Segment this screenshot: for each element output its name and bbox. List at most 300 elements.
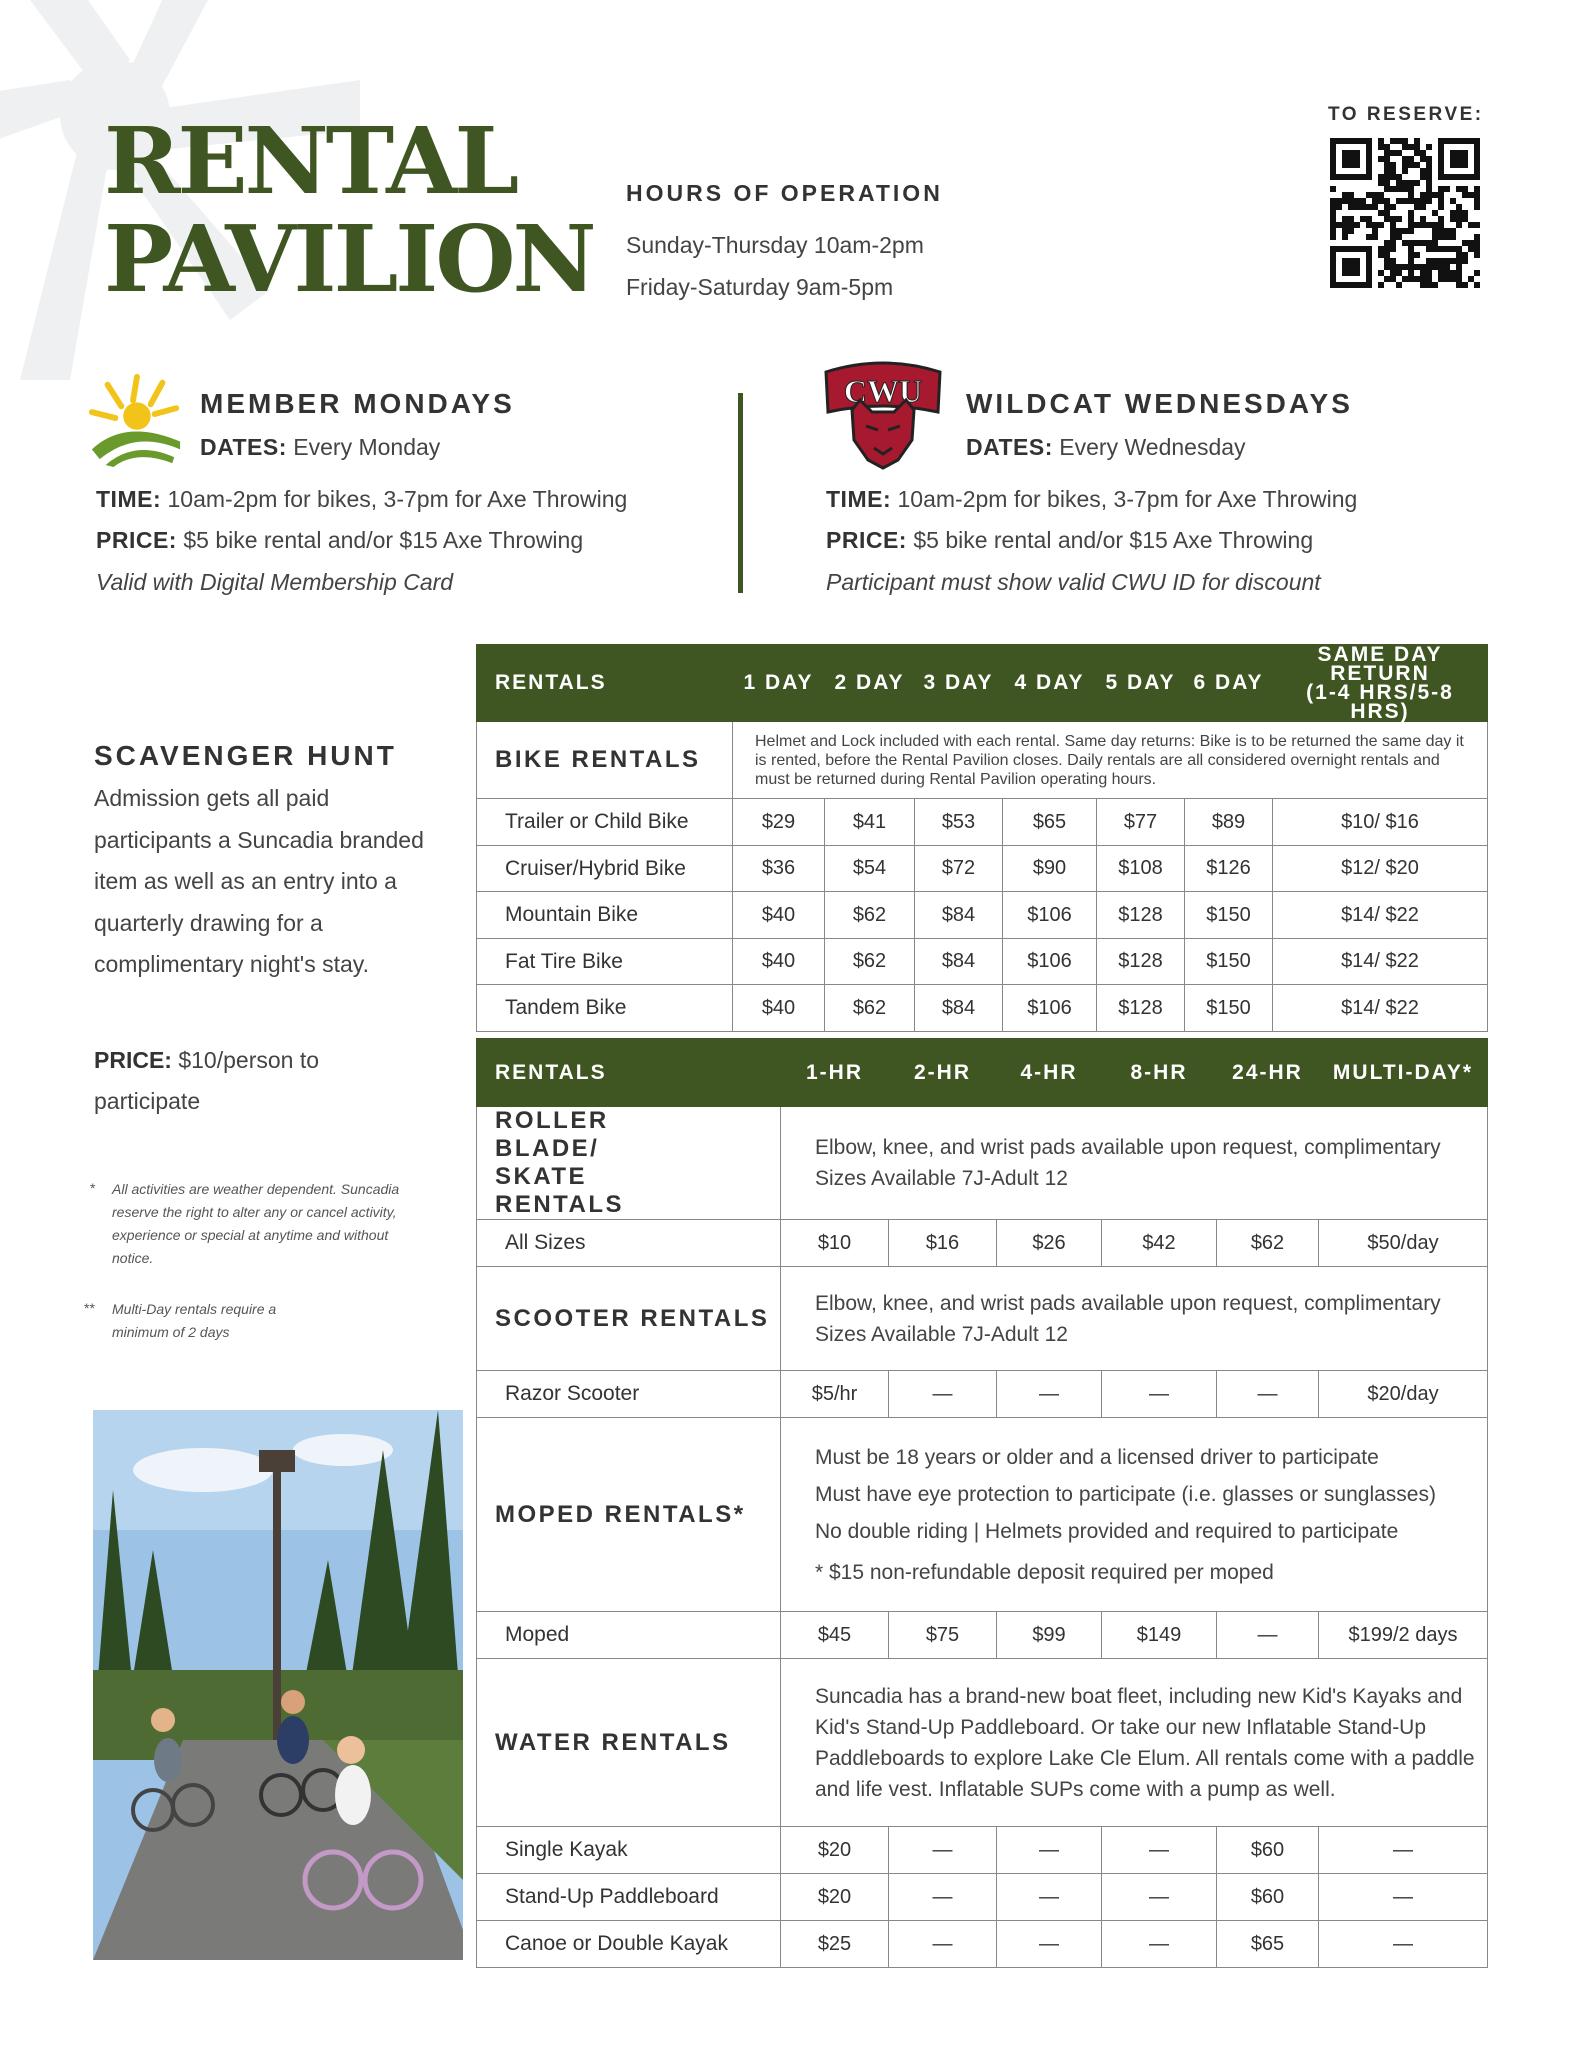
qr-module — [1426, 222, 1432, 228]
qr-module — [1426, 162, 1432, 168]
qr-module — [1444, 246, 1450, 252]
qr-module — [1330, 228, 1336, 234]
price-cell: $199/2 days — [1319, 1612, 1488, 1659]
qr-module — [1330, 234, 1336, 240]
qr-module — [1330, 204, 1336, 210]
qr-module — [1438, 276, 1444, 282]
price-cell: $150 — [1185, 985, 1273, 1032]
qr-module — [1450, 258, 1456, 264]
qr-module — [1330, 186, 1336, 192]
qr-module — [1372, 204, 1378, 210]
qr-module — [1336, 198, 1342, 204]
price-cell: $72 — [915, 846, 1003, 892]
hourly-header-8-hr: 8-HR — [1102, 1039, 1217, 1107]
rental-item-name: Stand-Up Paddleboard — [477, 1874, 781, 1921]
cwu-wildcat-logo-icon — [822, 360, 944, 472]
price-cell: $14/ $22 — [1273, 985, 1488, 1032]
rental-item-name: Razor Scooter — [477, 1371, 781, 1418]
price-cell: $77 — [1097, 799, 1185, 846]
qr-module — [1426, 168, 1432, 174]
qr-module — [1402, 162, 1408, 168]
qr-module — [1378, 180, 1384, 186]
qr-module — [1432, 240, 1438, 246]
price-cell: $150 — [1185, 892, 1273, 939]
desc-line: Sizes Available 7J-Adult 12 — [815, 1167, 1068, 1190]
qr-module — [1456, 252, 1462, 258]
price-cell: $5/hr — [781, 1371, 889, 1418]
bike-header-4-day: 4 DAY — [1003, 645, 1097, 722]
water-section-row — [477, 1659, 1488, 1827]
qr-module — [1468, 222, 1474, 228]
qr-module — [1414, 198, 1420, 204]
desc-line: Elbow, knee, and wrist pads available upon request, complimentary — [815, 1136, 1441, 1159]
qr-module — [1426, 156, 1432, 162]
ww-price-value: $5 bike rental and/or $15 Axe Throwing — [913, 527, 1314, 553]
qr-module — [1396, 186, 1402, 192]
qr-module — [1390, 150, 1396, 156]
qr-module — [1432, 192, 1438, 198]
qr-module — [1438, 258, 1444, 264]
bike-header-3-day: 3 DAY — [915, 645, 1003, 722]
desc-line: Must have eye protection to participate (i.e. glasses or sunglasses) — [815, 1482, 1436, 1506]
qr-module — [1396, 174, 1402, 180]
qr-module — [1384, 246, 1390, 252]
qr-module — [1360, 216, 1366, 222]
qr-module — [1408, 144, 1414, 150]
price-cell: $128 — [1097, 939, 1185, 985]
price-cell: — — [997, 1827, 1102, 1874]
qr-module — [1390, 246, 1396, 252]
qr-module — [1366, 216, 1372, 222]
hourly-header-4-hr: 4-HR — [997, 1039, 1102, 1107]
qr-module — [1468, 276, 1474, 282]
qr-module — [1354, 204, 1360, 210]
qr-module — [1378, 174, 1384, 180]
qr-module — [1426, 198, 1432, 204]
skate-section-title: ROLLER BLADE/ SKATE RENTALS — [477, 1107, 781, 1220]
qr-module — [1366, 192, 1372, 198]
price-cell: $10 — [781, 1220, 889, 1267]
qr-module — [1378, 198, 1384, 204]
price-cell: $41 — [825, 799, 915, 846]
qr-module — [1450, 216, 1456, 222]
desc-line: Must be 18 years or older and a licensed driver to participate — [815, 1445, 1379, 1469]
hourly-header-24-hr: 24-HR — [1217, 1039, 1319, 1107]
price-cell: — — [889, 1371, 997, 1418]
scavenger-price-value: $10/person to participate — [94, 1047, 320, 1114]
qr-module — [1414, 276, 1420, 282]
qr-module — [1408, 180, 1414, 186]
desc-line: Elbow, knee, and wrist pads available upon request, complimentary — [815, 1291, 1441, 1315]
qr-module — [1408, 198, 1414, 204]
hourly-rentals-table — [476, 1038, 1488, 1968]
bike-rentals-table — [476, 644, 1488, 1032]
qr-module — [1450, 234, 1456, 240]
qr-module — [1456, 276, 1462, 282]
qr-module — [1372, 234, 1378, 240]
hours-line-2: Friday-Saturday 9am-5pm — [626, 274, 894, 300]
qr-module — [1474, 234, 1480, 240]
title-line-2: PAVILION — [104, 205, 594, 313]
reserve-label: TO RESERVE: — [1328, 104, 1484, 125]
price-cell: $106 — [1003, 939, 1097, 985]
qr-module — [1456, 186, 1462, 192]
qr-module — [1396, 198, 1402, 204]
bike-header-6-day: 6 DAY — [1185, 645, 1273, 722]
qr-module — [1438, 204, 1444, 210]
price-cell: $128 — [1097, 892, 1185, 939]
qr-module — [1390, 222, 1396, 228]
qr-module — [1414, 162, 1420, 168]
qr-module — [1426, 270, 1432, 276]
qr-module — [1408, 192, 1414, 198]
qr-module — [1378, 156, 1384, 162]
ww-time-value: 10am-2pm for bikes, 3-7pm for Axe Throwing — [897, 486, 1358, 512]
skate-section-row — [477, 1107, 1488, 1220]
qr-module — [1432, 264, 1438, 270]
price-cell: $149 — [1102, 1612, 1217, 1659]
qr-module — [1426, 264, 1432, 270]
qr-module — [1378, 252, 1384, 258]
qr-module — [1408, 240, 1414, 246]
qr-module — [1420, 216, 1426, 222]
qr-module — [1390, 258, 1396, 264]
desc-line: No double riding | Helmets provided and required to participate — [815, 1519, 1399, 1543]
price-cell: $40 — [733, 892, 825, 939]
qr-code[interactable] — [1330, 138, 1480, 288]
price-cell: — — [1217, 1612, 1319, 1659]
price-cell: $62 — [825, 985, 915, 1032]
price-cell: $16 — [889, 1220, 997, 1267]
qr-module — [1420, 198, 1426, 204]
water-section-description: Suncadia has a brand-new boat fleet, including new Kid's Kayaks and Kid's Stand-Up Paddleboard. Or take our new Inflatable Stand-Up Paddleboards to explore Lake Cle Elum. All rentals come with a paddle and life vest. Inflatable SUPs come with a pump as well. — [781, 1659, 1488, 1827]
qr-module — [1390, 216, 1396, 222]
qr-module — [1378, 138, 1384, 144]
table-row — [477, 799, 1488, 846]
qr-module — [1432, 246, 1438, 252]
price-cell: — — [1102, 1874, 1217, 1921]
same-day-line-1: SAME DAY RETURN — [1317, 643, 1443, 685]
bike-header-same-day — [1273, 645, 1488, 722]
qr-module — [1432, 282, 1438, 288]
qr-module — [1402, 276, 1408, 282]
price-cell: $126 — [1185, 846, 1273, 892]
qr-module — [1396, 270, 1402, 276]
note-1: All activities are weather dependent. Suncadia reserve the right to alter any or cancel activity, experience or special at anytime and without notice. — [112, 1181, 400, 1266]
qr-module — [1426, 192, 1432, 198]
qr-module — [1408, 162, 1414, 168]
table-row — [477, 1874, 1488, 1921]
qr-module — [1438, 234, 1444, 240]
price-cell: $10/ $16 — [1273, 799, 1488, 846]
qr-module — [1450, 198, 1456, 204]
price-cell: — — [889, 1921, 997, 1968]
qr-module — [1408, 270, 1414, 276]
qr-module — [1342, 216, 1348, 222]
qr-module — [1366, 222, 1372, 228]
qr-module — [1474, 198, 1480, 204]
qr-module — [1372, 192, 1378, 198]
qr-module — [1456, 246, 1462, 252]
qr-module — [1342, 228, 1348, 234]
qr-module — [1402, 264, 1408, 270]
hourly-header-multi-day: MULTI-DAY* — [1319, 1039, 1488, 1107]
price-cell: — — [889, 1827, 997, 1874]
price-cell: $89 — [1185, 799, 1273, 846]
qr-module — [1426, 246, 1432, 252]
price-cell: $53 — [915, 799, 1003, 846]
moped-section-row — [477, 1418, 1488, 1612]
qr-module — [1390, 204, 1396, 210]
qr-module — [1384, 258, 1390, 264]
ww-note: Participant must show valid CWU ID for discount — [826, 569, 1321, 595]
qr-module — [1396, 228, 1402, 234]
price-cell: $40 — [733, 939, 825, 985]
price-cell: $106 — [1003, 985, 1097, 1032]
title-line-1: RENTAL — [104, 107, 517, 215]
qr-module — [1348, 192, 1354, 198]
qr-module — [1384, 168, 1390, 174]
qr-module — [1474, 192, 1480, 198]
moped-section-title: MOPED RENTALS* — [477, 1418, 781, 1612]
qr-module — [1330, 210, 1336, 216]
qr-module — [1474, 186, 1480, 192]
mm-price-value: $5 bike rental and/or $15 Axe Throwing — [183, 527, 584, 553]
qr-module — [1414, 144, 1420, 150]
qr-module — [1378, 192, 1384, 198]
qr-module — [1396, 282, 1402, 288]
qr-module — [1336, 204, 1342, 210]
qr-module — [1342, 222, 1348, 228]
qr-module — [1342, 198, 1348, 204]
qr-module — [1396, 216, 1402, 222]
price-cell: $12/ $20 — [1273, 846, 1488, 892]
qr-module — [1390, 276, 1396, 282]
qr-module — [1414, 252, 1420, 258]
price-cell: $75 — [889, 1612, 997, 1659]
qr-module — [1456, 270, 1462, 276]
qr-module — [1384, 240, 1390, 246]
ww-dates-value: Every Wednesday — [1059, 434, 1246, 460]
bike-name: Fat Tire Bike — [477, 939, 733, 985]
same-day-line-2: (1-4 HRS/5-8 HRS) — [1306, 681, 1454, 723]
qr-module — [1468, 246, 1474, 252]
qr-module — [1360, 198, 1366, 204]
qr-module — [1390, 162, 1396, 168]
qr-module — [1414, 180, 1420, 186]
desc-line: * $15 non-refundable deposit required per moped — [815, 1560, 1274, 1584]
price-cell: $29 — [733, 799, 825, 846]
qr-module — [1366, 234, 1372, 240]
member-mondays-heading: MEMBER MONDAYS — [200, 388, 515, 419]
qr-module — [1390, 234, 1396, 240]
qr-module — [1408, 228, 1414, 234]
qr-module — [1354, 198, 1360, 204]
qr-module — [1474, 252, 1480, 258]
qr-module — [1408, 252, 1414, 258]
qr-module — [1444, 234, 1450, 240]
qr-module — [1462, 258, 1468, 264]
qr-module — [1384, 180, 1390, 186]
qr-module — [1384, 210, 1390, 216]
suncadia-sun-logo-icon — [86, 368, 184, 468]
price-cell: $60 — [1217, 1874, 1319, 1921]
qr-module — [1456, 282, 1462, 288]
qr-module — [1414, 204, 1420, 210]
qr-module — [1348, 216, 1354, 222]
qr-module — [1402, 138, 1408, 144]
price-cell: $25 — [781, 1921, 889, 1968]
qr-module — [1438, 222, 1444, 228]
qr-module — [1420, 204, 1426, 210]
qr-module — [1456, 216, 1462, 222]
qr-module — [1330, 222, 1336, 228]
price-cell: $84 — [915, 985, 1003, 1032]
price-cell: — — [1102, 1371, 1217, 1418]
qr-module — [1408, 246, 1414, 252]
price-cell: $128 — [1097, 985, 1185, 1032]
qr-module — [1408, 216, 1414, 222]
qr-module — [1384, 216, 1390, 222]
scooter-section-row — [477, 1267, 1488, 1371]
qr-module — [1390, 240, 1396, 246]
qr-module — [1468, 192, 1474, 198]
qr-module — [1408, 264, 1414, 270]
price-cell: $20 — [781, 1874, 889, 1921]
price-cell: $65 — [1217, 1921, 1319, 1968]
qr-module — [1462, 210, 1468, 216]
price-cell: — — [997, 1371, 1102, 1418]
bike-name: Cruiser/Hybrid Bike — [477, 846, 733, 892]
water-section-title: WATER RENTALS — [477, 1659, 781, 1827]
note-2: Multi-Day rentals require a minimum of 2 days — [112, 1301, 277, 1340]
qr-module — [1420, 264, 1426, 270]
ww-time-label: TIME: — [826, 486, 892, 512]
table-row — [477, 1827, 1488, 1874]
price-cell: $14/ $22 — [1273, 892, 1488, 939]
price-cell: $50/day — [1319, 1220, 1488, 1267]
hours-heading: HOURS OF OPERATION — [626, 180, 943, 206]
cwu-logo-text: CWU — [843, 373, 923, 409]
price-cell: — — [1319, 1874, 1488, 1921]
table-row — [477, 892, 1488, 939]
qr-module — [1420, 156, 1426, 162]
note-2-marker: ** — [84, 1300, 95, 1316]
qr-module — [1384, 150, 1390, 156]
qr-module — [1384, 252, 1390, 258]
qr-module — [1426, 186, 1432, 192]
qr-module — [1444, 264, 1450, 270]
price-cell: $65 — [1003, 799, 1097, 846]
qr-module — [1462, 186, 1468, 192]
qr-module — [1474, 240, 1480, 246]
qr-module — [1390, 138, 1396, 144]
mm-note: Valid with Digital Membership Card — [96, 569, 454, 595]
qr-module — [1408, 186, 1414, 192]
qr-module — [1426, 174, 1432, 180]
bike-name: Mountain Bike — [477, 892, 733, 939]
bike-table-header — [477, 645, 1488, 722]
qr-module — [1372, 198, 1378, 204]
price-cell: $45 — [781, 1612, 889, 1659]
mm-time-label: TIME: — [96, 486, 162, 512]
desc-line: Sizes Available 7J-Adult 12 — [815, 1322, 1068, 1346]
scooter-section-description — [781, 1267, 1488, 1371]
qr-module — [1378, 270, 1384, 276]
price-cell: — — [1319, 1827, 1488, 1874]
mm-dates-label: DATES: — [200, 434, 287, 460]
qr-module — [1330, 216, 1336, 222]
qr-module — [1372, 222, 1378, 228]
qr-module — [1426, 240, 1432, 246]
qr-module — [1462, 240, 1468, 246]
wildcat-wednesdays-heading: WILDCAT WEDNESDAYS — [966, 388, 1353, 419]
qr-module — [1402, 180, 1408, 186]
qr-module — [1378, 282, 1384, 288]
mm-dates-value: Every Monday — [293, 434, 441, 460]
price-cell: $84 — [915, 939, 1003, 985]
qr-module — [1348, 204, 1354, 210]
qr-module — [1420, 276, 1426, 282]
qr-module — [1450, 270, 1456, 276]
scavenger-hunt-price — [94, 1040, 394, 1122]
qr-module — [1396, 138, 1402, 144]
qr-module — [1408, 156, 1414, 162]
bike-header-5-day: 5 DAY — [1097, 645, 1185, 722]
mm-time-value: 10am-2pm for bikes, 3-7pm for Axe Throwing — [167, 486, 628, 512]
price-cell: $84 — [915, 892, 1003, 939]
qr-module — [1426, 258, 1432, 264]
qr-module — [1432, 228, 1438, 234]
qr-module — [1462, 192, 1468, 198]
price-cell: — — [889, 1874, 997, 1921]
qr-module — [1456, 258, 1462, 264]
moped-section-description — [781, 1418, 1488, 1612]
scavenger-hunt-heading: SCAVENGER HUNT — [94, 740, 397, 771]
price-cell: $62 — [1217, 1220, 1319, 1267]
price-cell: $90 — [1003, 846, 1097, 892]
mm-price-label: PRICE: — [96, 527, 177, 553]
hourly-header-2-hr: 2-HR — [889, 1039, 997, 1107]
scavenger-hunt-body: Admission gets all paid participants a Suncadia branded item as well as an entry into a quarterly drawing for a complimentary night's stay. — [94, 785, 424, 977]
table-row — [477, 1612, 1488, 1659]
hours-line-1: Sunday-Thursday 10am-2pm — [626, 232, 924, 258]
price-cell: $62 — [825, 892, 915, 939]
qr-module — [1396, 150, 1402, 156]
qr-module — [1474, 204, 1480, 210]
qr-module — [1396, 264, 1402, 270]
qr-module — [1402, 144, 1408, 150]
qr-module — [1366, 204, 1372, 210]
qr-module — [1330, 198, 1336, 204]
price-cell: — — [997, 1874, 1102, 1921]
hourly-header-1-hr: 1-HR — [781, 1039, 889, 1107]
qr-module — [1414, 264, 1420, 270]
qr-module — [1390, 174, 1396, 180]
qr-module — [1390, 168, 1396, 174]
table-row — [477, 1371, 1488, 1418]
qr-module — [1390, 186, 1396, 192]
qr-module — [1456, 210, 1462, 216]
rental-item-name: Moped — [477, 1612, 781, 1659]
qr-module — [1402, 186, 1408, 192]
ww-dates-label: DATES: — [966, 434, 1053, 460]
qr-module — [1420, 150, 1426, 156]
qr-module — [1438, 192, 1444, 198]
bike-section-title: BIKE RENTALS — [477, 722, 733, 799]
qr-module — [1420, 174, 1426, 180]
qr-module — [1438, 216, 1444, 222]
